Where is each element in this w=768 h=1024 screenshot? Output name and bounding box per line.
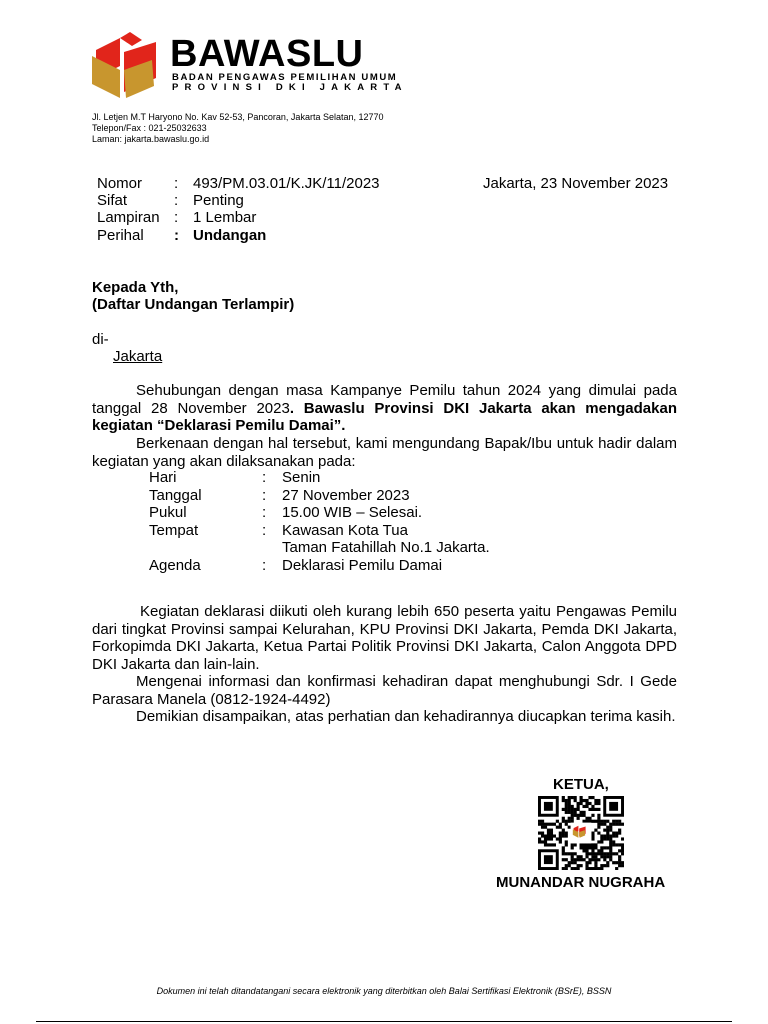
detail-label: Tempat: [149, 522, 199, 539]
detail-colon: :: [262, 557, 267, 574]
org-subtitle: BADAN PENGAWAS PEMILIHAN UMUM: [172, 72, 398, 83]
signatory-name: MUNANDAR NUGRAHA: [496, 874, 666, 891]
meta-value: 493/PM.03.01/K.JK/11/2023: [193, 175, 380, 192]
paragraph-1-end: ”.: [333, 417, 346, 434]
paragraph-5: [92, 708, 677, 726]
recipient-di: di-: [92, 331, 109, 348]
detail-colon: :: [262, 487, 267, 504]
bawaslu-logo-icon: [90, 30, 160, 100]
detail-value: Kawasan Kota Tua: [282, 522, 408, 539]
footer-note: Dokumen ini telah ditandatangani secara elektronik yang diterbitkan oleh Balai Sertifikasi Elektronik (BSrE), BSSN: [156, 986, 612, 996]
detail-label: Agenda: [149, 557, 201, 574]
paragraph-4: [92, 673, 677, 708]
detail-colon: :: [262, 504, 267, 521]
meta-value: Undangan: [193, 227, 267, 244]
paragraph-5-text: Demikian disampaikan, atas perhatian dan kehadirannya diucapkan terima kasih.: [136, 708, 676, 725]
detail-value: 27 November 2023: [282, 487, 410, 504]
meta-colon: :: [174, 209, 179, 226]
detail-value: Deklarasi Pemilu Damai: [282, 557, 443, 574]
org-phone: Telepon/Fax : 021-25032633: [92, 123, 207, 133]
meta-label: Lampiran: [97, 209, 160, 226]
detail-value: Senin: [282, 469, 321, 486]
meta-colon: :: [174, 175, 179, 192]
meta-label: Perihal: [97, 227, 144, 244]
meta-value: 1 Lembar: [193, 209, 257, 226]
paragraph-1: [92, 382, 677, 435]
meta-colon: :: [174, 227, 179, 244]
paragraph-1-text: Sehubungan dengan masa Kampanye Pemilu tahun 2024 yang dimulai pada tanggal 28 November 2023: [92, 382, 677, 417]
paragraph-3: [92, 603, 677, 673]
recipient-city: Jakarta: [113, 348, 163, 365]
paragraph-2: [92, 435, 677, 470]
footer-divider: [36, 1021, 732, 1022]
paragraph-3-text: Kegiatan deklarasi diikuti oleh kurang lebih 650 peserta yaitu Pengawas Pemilu dari tingkat Provinsi sampai Kelurahan, KPU Provinsi DKI Jakarta, Pemda DKI Jakarta, Forkopimda DKI Jakarta, Ketua Partai Politik Provinsi DKI Jakarta, Calon Anggota DPD DKI Jakarta dan lain-lain.: [92, 603, 677, 673]
paragraph-2-text: Berkenaan dengan hal tersebut, kami mengundang Bapak/Ibu untuk hadir dalam kegiatan yang akan dilaksanakan pada:: [92, 435, 677, 470]
org-name: BAWASLU: [170, 33, 364, 75]
detail-colon: :: [262, 469, 267, 486]
meta-label: Sifat: [97, 192, 128, 209]
org-province: PROVINSI DKI JAKARTA: [172, 82, 408, 93]
meta-label: Nomor: [97, 175, 143, 192]
meta-value: Penting: [193, 192, 244, 209]
paragraph-1-text-b: . Bawaslu Provinsi DKI Jakarta akan mengadakan kegiatan “: [92, 399, 677, 434]
recipient-line2: (Daftar Undangan Terlampir): [92, 296, 295, 313]
recipient-line1: Kepada Yth,: [92, 279, 179, 296]
letter-date: Jakarta, 23 November 2023: [483, 175, 669, 192]
detail-value: 15.00 WIB – Selesai.: [282, 504, 423, 521]
detail-label: Tanggal: [149, 487, 202, 504]
detail-colon: :: [262, 522, 267, 539]
detail-value: Taman Fatahillah No.1 Jakarta.: [282, 539, 490, 556]
detail-label: Hari: [149, 469, 177, 486]
signature-title: KETUA,: [553, 776, 609, 793]
org-address: Jl. Letjen M.T Haryono No. Kav 52-53, Pancoran, Jakarta Selatan, 12770: [92, 112, 384, 122]
paragraph-4-text: Mengenai informasi dan konfirmasi kehadiran dapat menghubungi Sdr. I Gede Parasara Manela (0812-1924-4492): [92, 673, 677, 708]
event-name: Deklarasi Pemilu Damai: [164, 417, 334, 434]
detail-label: Pukul: [149, 504, 187, 521]
org-website: Laman: jakarta.bawaslu.go.id: [92, 134, 210, 144]
qr-code-signature: [538, 796, 624, 870]
meta-colon: :: [174, 192, 179, 209]
